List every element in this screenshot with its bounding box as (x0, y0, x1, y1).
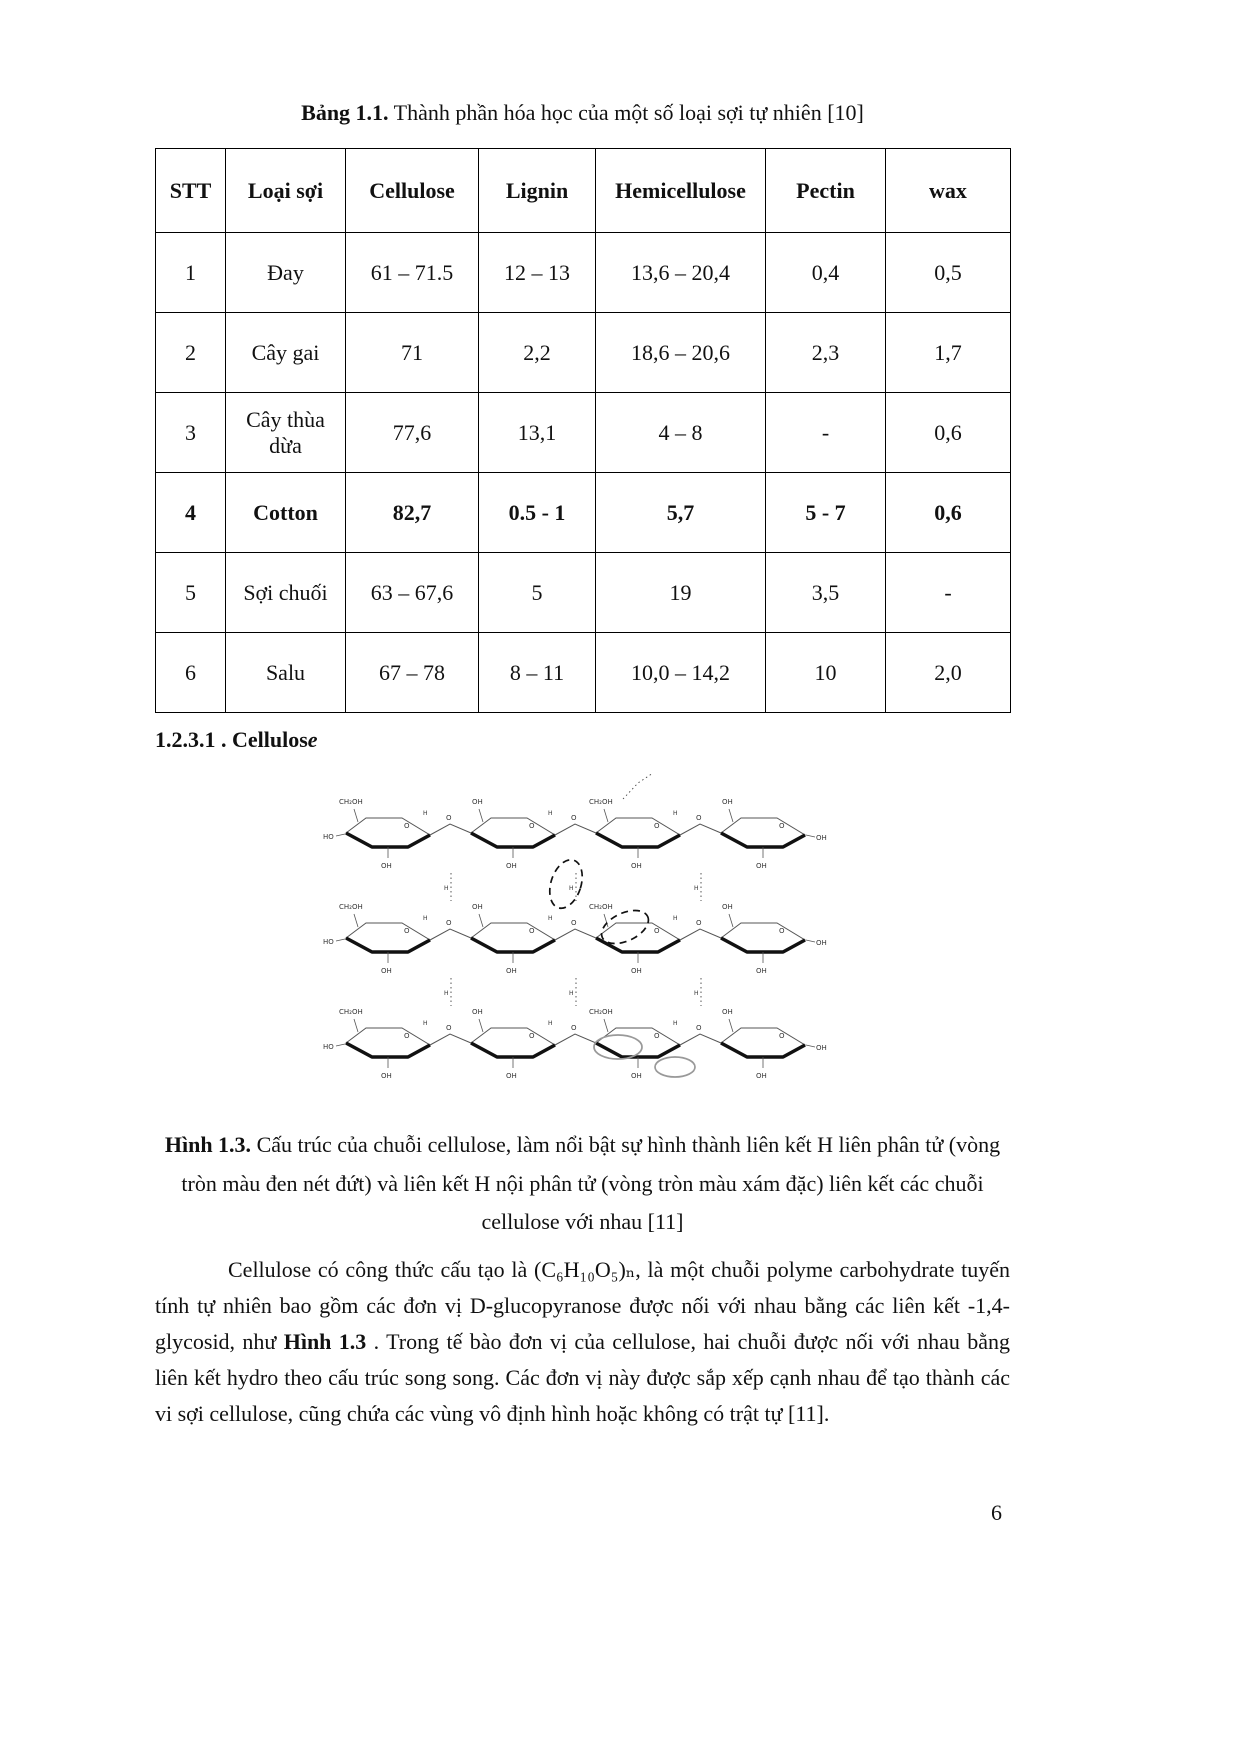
table-row-cotton (156, 473, 1011, 553)
table-cell: 67 – 78 (346, 633, 479, 713)
table-caption (155, 100, 1010, 126)
table-cell: 1,7 (886, 313, 1011, 393)
svg-text:H: H (693, 990, 699, 997)
table-cell: Salu (226, 633, 346, 713)
section-heading-text: 1.2.3.1 . Cellulos (155, 727, 308, 752)
table-cell: 19 (596, 553, 766, 633)
table-cell: 12 – 13 (479, 233, 596, 313)
table-row (156, 633, 1011, 713)
table-cell: 6 (156, 633, 226, 713)
table-cell: 5 (479, 553, 596, 633)
gray-highlight-ellipse (655, 1057, 695, 1077)
col-header-loai-soi: Loại sợi (226, 149, 346, 233)
table-cell: 0,4 (766, 233, 886, 313)
dashed-highlight-ellipse (544, 856, 588, 913)
col-header-lignin: Lignin (479, 149, 596, 233)
svg-text:H: H (568, 885, 574, 892)
paragraph-figure-reference: Hình 1.3 (283, 1328, 367, 1354)
table-cell: 10,0 – 14,2 (596, 633, 766, 713)
table-cell: 13,6 – 20,4 (596, 233, 766, 313)
table-cell: 71 (346, 313, 479, 393)
table-cell: 4 – 8 (596, 393, 766, 473)
figure-caption-text: Cấu trúc của chuỗi cellulose, làm nổi bật sự hình thành liên kết H liên phân tử (vòng tròn màu đen nét đứt) và liên kết H nội phân tử (vòng tròn màu xám đặc) liên kết các chuỗi cellulose với nhau [11] (181, 1132, 1001, 1234)
table-cell: 63 – 67,6 (346, 553, 479, 633)
table-cell: 3 (156, 393, 226, 473)
table-cell: 2,3 (766, 313, 886, 393)
table-cell: 5,7 (596, 473, 766, 553)
paragraph-segment: . Trong tế bào đơn vị của cellulose, hai chuỗi được nối với nhau bằng liên kết hydro theo cấu trúc song song. Các đơn vị này được sắp xếp cạnh nhau để tạo thành các vi sợi cellulose, cũng chứa các vùng vô định hình hoặc không có trật tự [11]. (155, 1328, 1010, 1426)
table-caption-label: Bảng 1.1. (301, 100, 389, 125)
figure-caption-label: Hình 1.3. (164, 1132, 252, 1157)
table-cell: 0,6 (886, 393, 1011, 473)
table-cell: - (766, 393, 886, 473)
table-cell: 5 (156, 553, 226, 633)
table-cell: 82,7 (346, 473, 479, 553)
table-cell: - (886, 553, 1011, 633)
table-caption-text: Thành phần hóa học của một số loại sợi tự nhiên [10] (388, 100, 864, 125)
table-cell: 77,6 (346, 393, 479, 473)
table-cell: Cotton (226, 473, 346, 553)
col-header-stt: STT (156, 149, 226, 233)
table-cell: 18,6 – 20,6 (596, 313, 766, 393)
cellulose-structure-svg: O O O O HO OH CH₂OH OH CH₂OH OH OH OH OH OH H H H H H H H H H (323, 769, 843, 1109)
table-cell: 0,6 (886, 473, 1011, 553)
table-cell: 5 - 7 (766, 473, 886, 553)
col-header-cellulose: Cellulose (346, 149, 479, 233)
col-header-hemicellulose: Hemicellulose (596, 149, 766, 233)
table-cell: 3,5 (766, 553, 886, 633)
table-row (156, 553, 1011, 633)
table-header-row (156, 149, 1011, 233)
table-cell: 2,0 (886, 633, 1011, 713)
table-cell: 2 (156, 313, 226, 393)
svg-text:H: H (568, 990, 574, 997)
table-cell: 13,1 (479, 393, 596, 473)
table-cell: 4 (156, 473, 226, 553)
table-cell: 61 – 71.5 (346, 233, 479, 313)
svg-text:H: H (443, 990, 449, 997)
table-cell: 10 (766, 633, 886, 713)
table-cell: 2,2 (479, 313, 596, 393)
section-heading-cellulose (155, 727, 1010, 753)
figure-caption (155, 1126, 1010, 1242)
col-header-wax: wax (886, 149, 1011, 233)
table-row (156, 393, 1011, 473)
table-row (156, 313, 1011, 393)
table-cell: 1 (156, 233, 226, 313)
table-cell: 0.5 - 1 (479, 473, 596, 553)
page-number: 6 (991, 1500, 1002, 1525)
section-heading-italic-e: e (307, 727, 318, 752)
svg-text:H: H (443, 885, 449, 892)
fiber-composition-table (155, 148, 1011, 713)
body-paragraph (155, 1252, 1010, 1432)
svg-text:H: H (693, 885, 699, 892)
paragraph-segment: Cellulose có công thức cấu tạo là (C₆H₁₀O₅)ₙ, là một chuỗi polyme carbohydrate tuyến tính tự nhiên bao gồm các đơn vị D-glucopyranose được nối với nhau bằng các liên kết -1,4-glycosid, như (155, 1256, 1010, 1354)
table-cell: Cây gai (226, 313, 346, 393)
table-cell: Cây thùa dừa (226, 393, 346, 473)
col-header-pectin: Pectin (766, 149, 886, 233)
table-cell: 0,5 (886, 233, 1011, 313)
table-cell: Sợi chuối (226, 553, 346, 633)
table-row (156, 233, 1011, 313)
table-cell: 8 – 11 (479, 633, 596, 713)
table-cell: Đay (226, 233, 346, 313)
